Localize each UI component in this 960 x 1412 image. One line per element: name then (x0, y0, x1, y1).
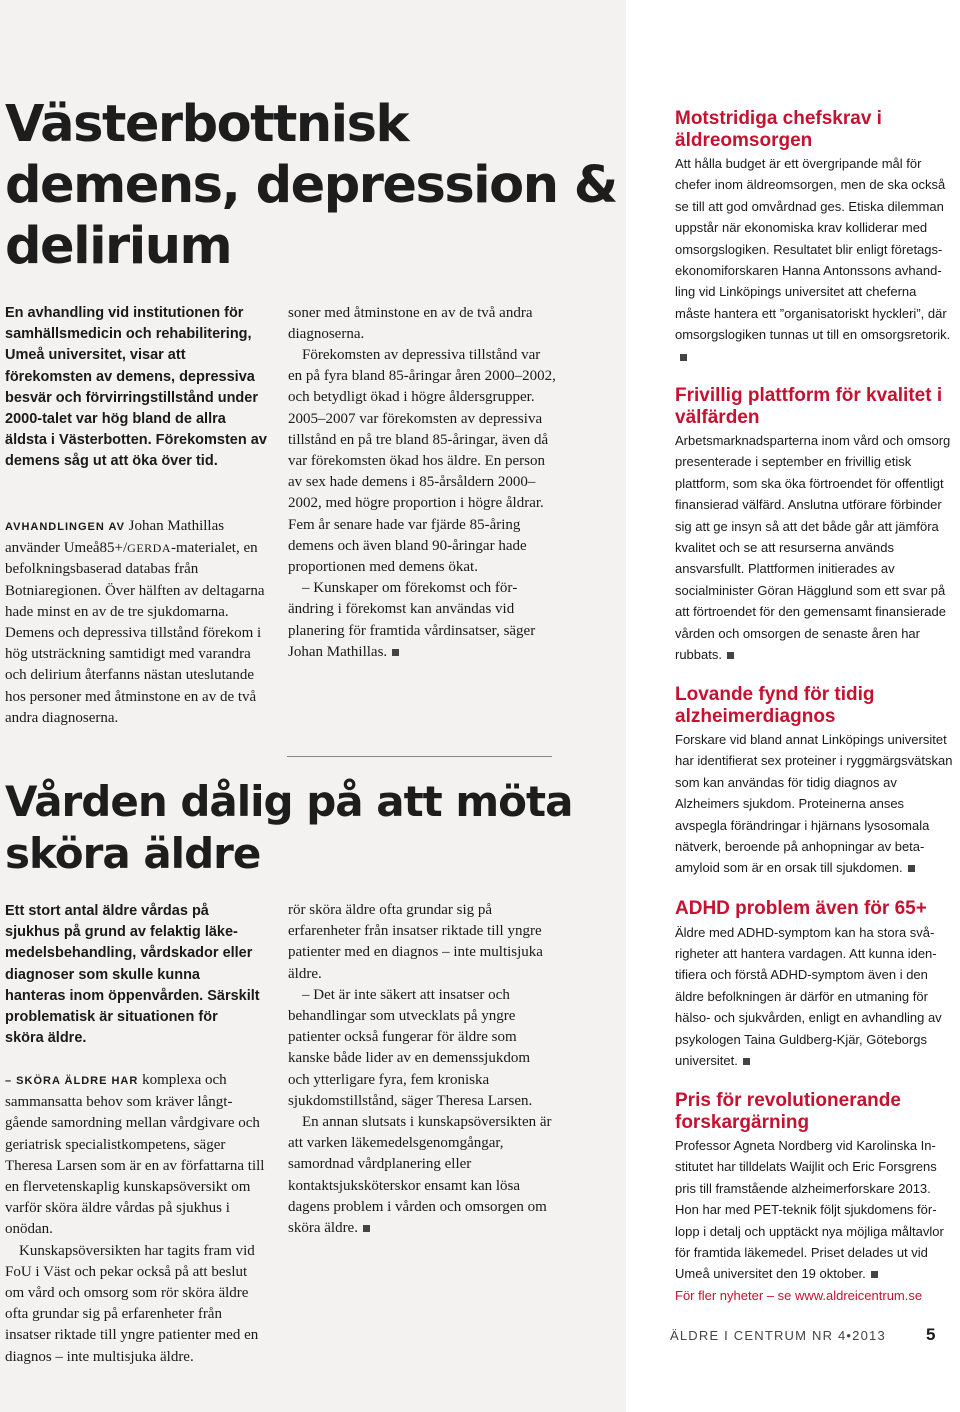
continuation-wrap (288, 303, 556, 345)
publication-footer: ÄLDRE I CENTRUM NR 4•2013 (670, 1328, 886, 1343)
quote-text: – Kunskaper om förekomst och förändring i förekomst kan användas vid planering för framtida vårdinsatser, säger Johan Mathillas. (288, 580, 536, 660)
article-paragraph: – Det är inte säkert att insatser och behandlingar som utvecklats på yngre patienter också fungerar för äldre som kanske både lider av en demenssjukdom och ytterligare fyra, fem kroniska sjukdomstillstånd, säger Theresa Larsen. (288, 986, 533, 1109)
article-paragraph (288, 578, 556, 663)
news-title: Pris för revolutionerande forskargärning (675, 1090, 901, 1133)
news-title: Lovande fynd för tidig alzheimerdiagnos (675, 684, 875, 727)
end-mark-icon (392, 649, 399, 656)
lead-text: Ett stort antal äldre vårdas på sjukhus på grund av felaktig läkemedelsbehandling, vårdskador eller diagnoser som skulle kunna hanteras inom öppenvården. Särskilt problematisk är situationen för sköra äldre. (5, 903, 260, 1047)
end-mark-icon (363, 1225, 370, 1232)
article-body-column-2 (288, 303, 556, 663)
article-paragraph: Kunskapsöversikten har tagits fram vid FoU i Väst och pekar också på att beslut om vård och omsorg som rör sköra äldre ofta grundar sig på erfarenheter från insatser riktade till yngre patienter med en diagnos – inte multisjuka äldre. (5, 1242, 259, 1365)
lead-text: En avhandling vid institutionen för samhällsmedicin och rehabilitering, Umeå universitet, visar att förekomsten av demens, depressiva besvär och förvirringstillstånd under 2000-talet var hög bland de allra äldsta i Västerbotten. Förekomsten av demens såg ut att öka över tid. (5, 305, 267, 470)
news-text (675, 430, 953, 665)
page-number: 5 (926, 1325, 936, 1344)
article-headline: Västerbottnisk demens, depression & delirium (5, 95, 617, 276)
article-paragraph: Förekomsten av depressiva tillstånd var en på fyra bland 85-åringar åren 2000–2002, och betydligt ökad i högre åldersgrupper. 2005–2007 var förekomsten av depressiva tillstånd en på tre bland 85-åringar, även då var förekomsten ökad hos äldre. En person av sex hade demens i 85-årsåldern 2000–2002, med högre proportion i högre åldrar. Fem år senare hade var fjärde 85-åring demens och även bland 90-åringar hade proportionen med demens ökat. (288, 347, 556, 576)
news-item (675, 1090, 953, 1306)
end-mark-icon (871, 1271, 878, 1278)
news-text (675, 922, 953, 1072)
news-title: ADHD problem även för 65+ (675, 898, 927, 919)
news-text-body: Äldre med ADHD-symptom kan ha stora svårigheter att hantera vardagen. Att kunna identifiera och förstå ADHD-symptom även i den äldre befolkningen är därför en utmaning för hälso- och sjukvården, enligt en avhandling av psykologen Taina Guldberg-Kjär, Göteborgs universitet. (675, 924, 942, 1068)
article-paragraph (288, 1112, 553, 1239)
paragraph-text: komplexa och sammansatta behov som kräver långtgående samordning mellan vårdgivare och geriatrisk specialistkompetens, säger Theresa Larsen som är en av författarna till en flervetenskaplig kunskapsöversikt om varför sköra äldre vårdas på sjukhus i onödan. (5, 1072, 265, 1238)
paragraph-text: -materialet, en befolkningsbaserad databas från Botniaregionen. Över hälften av deltagarna hade minst en av de tre sjukdomarna. Demens och depressiva tillstånd förekom i hög utsträckning samtidigt med varandra och delirium återfanns nästan uteslutande hos personer med åtminstone en av de två andra diagnoserna. (5, 540, 265, 726)
section-divider (287, 756, 552, 757)
news-text-body: Att hålla budget är ett övergripande mål för chefer inom äldreomsorgen, men de ska också se till att god omvårdnad ges. Etiska dilemman uppstår när ekonomiska krav kolliderar med omsorgslogiken. Resultatet blir enligt företagsekonomiforskaren Hanna Antonssons avhandling vid Linköpings universitet att cheferna måste hantera ett ”organisatoriskt hyckleri”, där omsorgslogiken tunnas ut till en omsorgsretorik. (675, 156, 951, 343)
article-body-column-1 (5, 516, 268, 726)
article-paragraph-continued (288, 303, 556, 345)
news-item (675, 385, 953, 665)
article-paragraph (5, 1070, 267, 1241)
paragraph-text: En annan slutsats i kunskapsöversikten är att varken läkemedelsgenomgångar, samordnad vårdplanering eller kontaktsjuksköterskor ensamt kan lösa dagens problem i vården och omsorgen om sköra äldre. (288, 1114, 552, 1237)
news-text-body: Arbetsmarknadsparterna inom vård och omsorg presenterade i september en frivillig etisk plattform, som ska öka förtroendet för offentligt finansierad välfärd. Anslutna utförare förbinder sig att ge insyn så att det både går att jämföra kvalitet och se att resurserna används ansvarsfullt. Plattformen initierades av socialminister Göran Hägglund som ett svar på att förtroendet för den gemensamt finansierade vården och omsorgen de senaste åren har rubbats. (675, 433, 951, 663)
end-mark-icon (727, 652, 734, 659)
news-text (675, 153, 953, 367)
lead-in: – SKÖRA ÄLDRE HAR (5, 1075, 139, 1087)
continued-text: soner med åtminstone en av de två andra diagnoserna. (288, 305, 533, 343)
paragraph-text: Johan Mathillas använder Umeå85+/ (5, 518, 225, 557)
end-mark-icon (908, 865, 915, 872)
news-title: Frivillig plattform för kvalitet i välfärden (675, 385, 943, 428)
article-headline: Vården dålig på att möta sköra äldre (5, 777, 573, 878)
lead-in: AVHANDLINGEN AV (5, 521, 125, 533)
article-lead (5, 303, 267, 473)
article-body-column-1 (5, 1070, 267, 1365)
end-mark-icon (680, 354, 687, 361)
news-text (675, 729, 953, 879)
article-paragraph-continued: rör sköra äldre ofta grundar sig på erfarenheter från insatser riktade till yngre patienter med en diagnos – inte multisjuka äldre. (288, 902, 543, 982)
news-text-body: Professor Agneta Nordberg vid Karolinska Institutet har tilldelats Waijlit och Eric Forsgrens pris till framstående alzheimerforskare 2013. Hon har med PET-teknik följt sjukdomens förlopp i detalj och upptäckt nya möjliga måltavlor för framtida läkemedel. Priset delades ut vid Umeå universitet den 19 oktober. (675, 1138, 944, 1282)
more-news-link[interactable]: För fler nyheter – se www.aldreicentrum.se (675, 1287, 923, 1303)
gerda-acronym: GERDA (127, 541, 172, 556)
news-title: Motstridiga chefskrav i äldreomsorgen (675, 108, 882, 151)
article-paragraph (5, 516, 268, 729)
news-item (675, 108, 953, 367)
news-text (675, 1135, 953, 1285)
news-item (675, 684, 953, 879)
article-lead (5, 901, 260, 1049)
article-body-column-2 (288, 900, 553, 1239)
end-mark-icon (743, 1058, 750, 1065)
news-text-body: Forskare vid bland annat Linköpings universitet har identifierat sex proteiner i ryggmärgsvätskan som kan användas för tidig diagnos av Alzheimers sjukdom. Proteinerna anses avspegla förändringar i hjärnans lysosomala nätverk, beroende på anhopningar av beta-amyloid som är en orsak till sjukdomen. (675, 732, 953, 876)
news-item (675, 898, 953, 1071)
